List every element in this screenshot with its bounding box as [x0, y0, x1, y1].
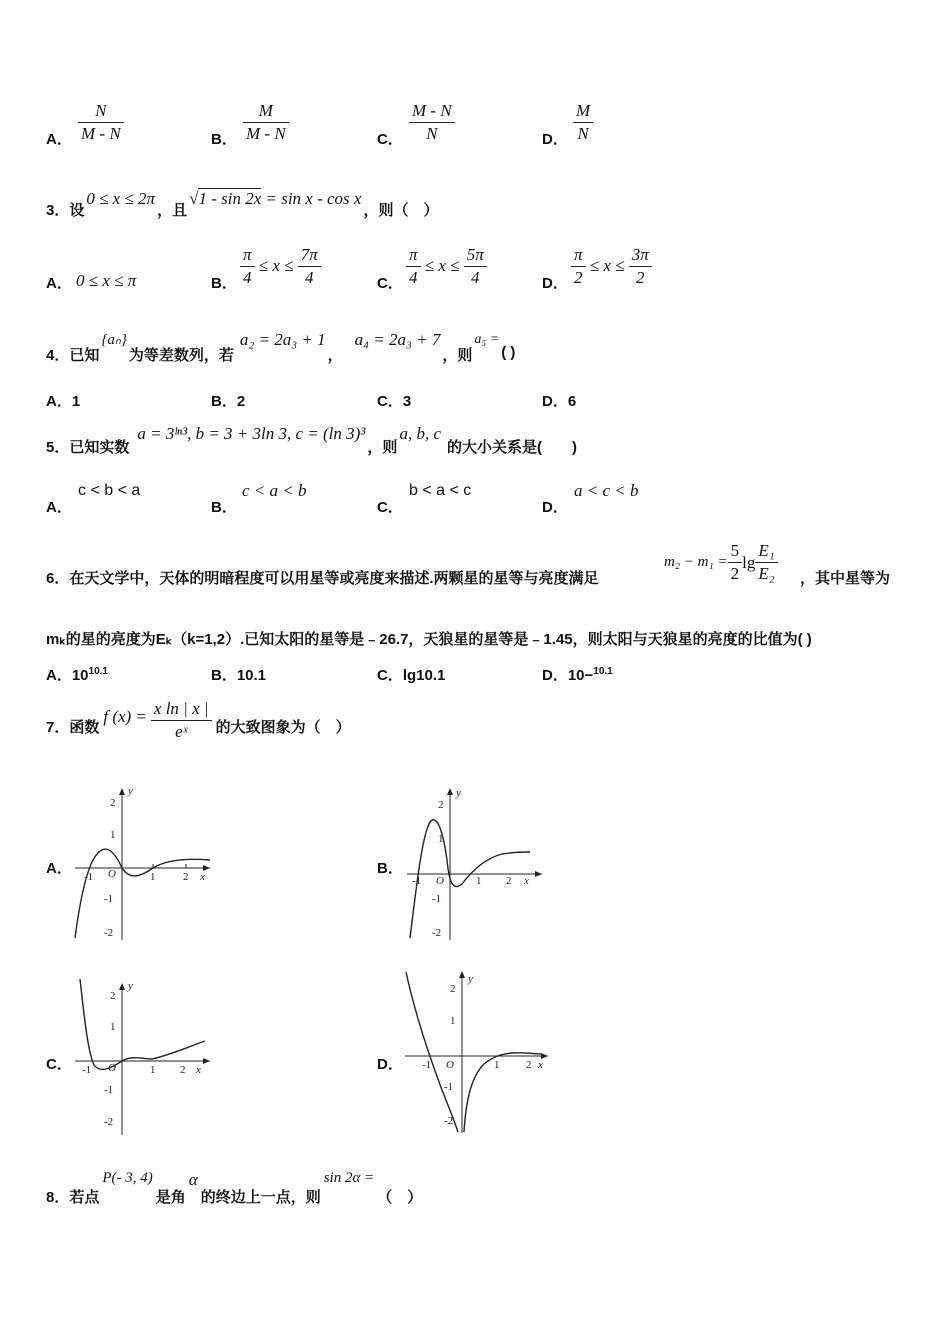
q6-formula [664, 540, 778, 585]
q4-eq3: a₅ = [474, 332, 500, 347]
q4-tail2: ( ) [501, 344, 516, 361]
q7-option-c-label: C． [46, 1056, 72, 1073]
q3-c-rden: 4 [471, 268, 480, 287]
graph-c-origin: O [108, 1062, 116, 1074]
q6-a-sup: 10.1 [88, 666, 108, 677]
q6-d-sup: 10.1 [593, 666, 613, 677]
graph-a-x-label: x [200, 871, 205, 883]
q3-option-d-label: D． [542, 275, 568, 292]
q6-line2: mₖ的星的亮度为Eₖ（k=1,2）.已知太阳的星等是﹣26.7，天狼星的星等是﹣1.45，则太阳与天狼星的亮度的比值为( ) [46, 631, 812, 648]
q6-option-b: B．10.1 [211, 667, 267, 684]
graph-a-y-label: y [128, 785, 133, 797]
q8-stem [46, 1170, 422, 1207]
q2-c-den: N [426, 124, 438, 143]
q4-option-c: C．3 [377, 393, 412, 410]
q6-formula-den: 2 [730, 564, 740, 583]
graph-d-xtick-2: 2 [526, 1059, 532, 1071]
q5-option-a-label: A． [46, 499, 72, 516]
q3-mid: ，且 [157, 201, 188, 219]
q6-formula-fnum: E₁ [755, 540, 777, 563]
graph-a-xtick-m1: -1 [84, 871, 94, 883]
graph-b-xtick-m1: -1 [412, 875, 422, 887]
q4-option-a: A．1 [46, 393, 81, 410]
q3-option-d-value [571, 244, 652, 289]
q5-tail: 的大小关系是( ) [446, 439, 577, 456]
graph-c-tick-m1: -1 [104, 1084, 114, 1096]
q5-option-d-label: D． [542, 499, 568, 516]
q2-b-den: M - N [246, 124, 286, 143]
q7-option-b-label: B． [377, 860, 403, 877]
q4-stem [46, 330, 515, 365]
q2-option-b-label: B． [211, 131, 237, 148]
q2-option-b-fraction [243, 100, 289, 145]
graph-d-x-label: x [538, 1059, 543, 1071]
q4-tail1: ，则 [442, 347, 473, 364]
graph-c-y-label: y [128, 980, 133, 992]
q6-formula-fden: E₂ [758, 564, 775, 583]
q7-graph-d [400, 968, 555, 1138]
q5-mid: ，则 [367, 439, 398, 456]
q6-option-d [542, 664, 613, 685]
q2-option-d-fraction [573, 100, 593, 145]
q2-option-c-label: C． [377, 131, 403, 148]
q8-mid2: 的终边上一点，则 [200, 1189, 321, 1206]
q3-option-a-value: 0 ≤ x ≤ π [76, 271, 137, 290]
q3-condition: 0 ≤ x ≤ 2π [86, 189, 156, 208]
q7-number: 7．函数 [46, 719, 100, 736]
q2-option-a-fraction [78, 100, 124, 145]
q6-line1: 6．在天文学中，天体的明暗程度可以用星等或亮度来描述.两颗星的星等与亮度满足 [46, 570, 599, 587]
q8-point: P(- 3, 4) [102, 1170, 153, 1186]
q2-d-den: N [577, 124, 589, 143]
graph-a-xtick-2: 2 [183, 871, 189, 883]
graph-d-xtick-1: 1 [494, 1059, 500, 1071]
q3-d-rnum: 3π [629, 244, 652, 267]
q3-d-lnum: π [571, 244, 586, 267]
q4-option-b: B．2 [211, 393, 246, 410]
graph-c-x-label: x [196, 1064, 201, 1076]
graph-a-origin: O [108, 868, 116, 880]
graph-b-xtick-2: 2 [506, 875, 512, 887]
q7-stem [46, 698, 351, 743]
q7-graph-c [70, 975, 220, 1140]
q3-c-lnum: π [406, 244, 421, 267]
q3-option-a-label: A． [46, 275, 72, 292]
q7-option-d-label: D． [377, 1056, 403, 1073]
graph-c-xtick-2: 2 [180, 1064, 186, 1076]
q5-expr: a = 3ˡⁿ³, b = 3 + 3ln 3, c = (ln 3)³ [137, 424, 366, 443]
q6-formula-lhs: m₂ − m₁ = [664, 554, 728, 570]
graph-b-tick-1: 1 [438, 833, 444, 845]
q5-option-d-value: a < c < b [574, 481, 639, 500]
graph-b-tick-2: 2 [438, 799, 444, 811]
q8-alpha: α [188, 1170, 198, 1189]
q3-d-rden: 2 [636, 268, 645, 287]
graph-c-xtick-m1: -1 [82, 1064, 92, 1076]
q7-option-a-label: A． [46, 860, 72, 877]
q7-fnum: x ln | x | [151, 698, 212, 721]
graph-b-origin: O [436, 875, 444, 887]
q3-d-mid: ≤ x ≤ [585, 256, 629, 275]
graph-c-tick-2: 2 [110, 990, 116, 1002]
graph-d-origin: O [446, 1059, 454, 1071]
q5-option-c-value: b < a < c [409, 482, 472, 499]
graph-a-tick-m1: -1 [104, 893, 114, 905]
q2-option-c-fraction [409, 100, 455, 145]
q5-option-b-value: c < a < b [242, 481, 307, 500]
q8-mid: 是角 [155, 1189, 186, 1206]
q2-option-d-label: D． [542, 131, 568, 148]
q6-formula-lg: lg [742, 552, 756, 572]
q3-option-b-label: B． [211, 275, 237, 292]
q7-f: f (x) = [103, 706, 147, 726]
graph-b-x-label: x [524, 875, 529, 887]
graph-c-tick-m2: -2 [104, 1116, 114, 1128]
q6-formula-num: 5 [728, 540, 743, 563]
q3-option-b-value [240, 244, 321, 289]
q4-eq1: a₂ = 2a₃ + 1 [239, 330, 326, 349]
q6-d-text: D．10− [542, 667, 594, 684]
q4-number: 4．已知 [46, 347, 100, 364]
q2-d-num: M [573, 100, 593, 123]
q7-graph-a [70, 780, 220, 945]
q3-b-rden: 4 [305, 268, 314, 287]
q8-expr: sin 2α = [323, 1170, 375, 1186]
q3-radicand: 1 - sin 2x [198, 189, 262, 208]
q3-b-rnum: 7π [298, 244, 321, 267]
q2-a-den: M - N [81, 124, 121, 143]
graph-d-tick-2: 2 [450, 983, 456, 995]
graph-d-tick-1: 1 [450, 1015, 456, 1027]
q2-b-num: M [243, 100, 289, 123]
graph-d-xtick-m1: -1 [422, 1059, 432, 1071]
q3-b-lnum: π [240, 244, 255, 267]
q7-graph-b [402, 780, 552, 945]
q5-option-b-label: B． [211, 499, 237, 516]
q4-mid: 为等差数列，若 [128, 347, 234, 364]
graph-b-y-label: y [456, 787, 461, 799]
q6-a-text: A．10 [46, 667, 89, 684]
q5-vars: a, b, c [399, 424, 441, 443]
graph-d-y-label: y [468, 973, 473, 985]
q5-option-a-value: c < b < a [78, 482, 141, 499]
graph-a-tick-1: 1 [110, 829, 116, 841]
q8-number: 8．若点 [46, 1189, 100, 1206]
q5-option-c-label: C． [377, 499, 403, 516]
q4-eq2: a₄ = 2a₃ + 7 [354, 330, 441, 349]
graph-a-tick-2: 2 [110, 797, 116, 809]
graph-b-xtick-1: 1 [476, 875, 482, 887]
q6-option-c: C．lg10.1 [377, 667, 446, 684]
graph-b-tick-m2: -2 [432, 927, 442, 939]
graph-d-tick-m1: -1 [444, 1081, 454, 1093]
q2-option-a-label: A． [46, 131, 72, 148]
q2-a-num: N [78, 100, 124, 123]
q5-stem [46, 424, 577, 457]
q3-rhs: = sin x - cos x [265, 189, 362, 208]
q3-equation: √1 - sin 2x = sin x - cos x [189, 189, 362, 208]
q3-option-c-value [406, 244, 487, 289]
q3-c-mid: ≤ x ≤ [420, 256, 464, 275]
q5-number: 5．已知实数 [46, 439, 130, 456]
graph-a-xtick-1: 1 [150, 871, 156, 883]
q8-tail: （ ） [377, 1189, 423, 1206]
q3-b-mid: ≤ x ≤ [254, 256, 298, 275]
q3-option-c-label: C． [377, 275, 403, 292]
q4-sequence: {aₙ} [101, 332, 127, 348]
q6-option-a [46, 664, 108, 685]
q3-tail: ，则（ ） [363, 201, 439, 219]
q4-sep: ， [327, 347, 343, 364]
q2-c-num: M - N [409, 100, 455, 123]
q7-tail: 的大致图象为（ ） [215, 719, 351, 736]
q7-fden: eˣ [175, 722, 188, 741]
q6-line1-tail: ，其中星等为 [800, 570, 891, 587]
graph-d-tick-m2: -2 [444, 1115, 454, 1127]
q3-number: 3．设 [46, 201, 85, 219]
q3-c-lden: 4 [409, 268, 418, 287]
graph-b-tick-m1: -1 [432, 893, 442, 905]
graph-c-tick-1: 1 [110, 1021, 116, 1033]
q3-stem [46, 186, 439, 219]
q3-d-lden: 2 [574, 268, 583, 287]
q3-b-lden: 4 [243, 268, 252, 287]
q4-option-d: D．6 [542, 393, 577, 410]
graph-c-xtick-1: 1 [150, 1064, 156, 1076]
graph-a-tick-m2: -2 [104, 927, 114, 939]
q3-c-rnum: 5π [464, 244, 487, 267]
